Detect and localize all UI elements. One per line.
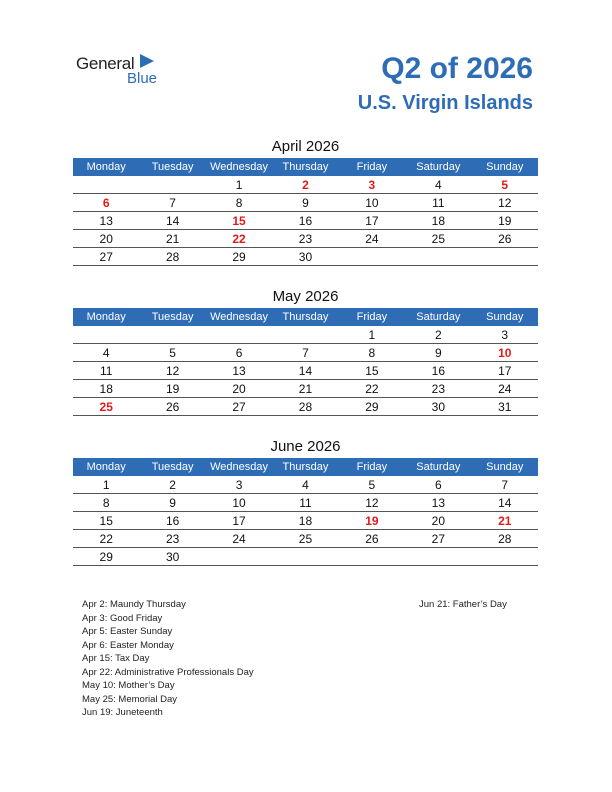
weekday-header: Friday — [339, 458, 405, 476]
day-cell: 4 — [73, 344, 139, 362]
holiday-notes-right — [419, 598, 507, 612]
week-row — [73, 230, 538, 248]
holiday-note: Apr 22: Administrative Professionals Day — [82, 666, 254, 678]
day-cell: 27 — [73, 248, 139, 266]
empty-day-cell — [139, 176, 205, 194]
weekday-header: Saturday — [405, 308, 471, 326]
day-cell: 15 — [206, 212, 272, 230]
week-row — [73, 212, 538, 230]
day-cell: 24 — [472, 380, 538, 398]
month-title: May 2026 — [272, 288, 339, 305]
day-cell: 28 — [472, 530, 538, 548]
holiday-note: Apr 3: Good Friday — [82, 612, 163, 624]
day-cell: 16 — [139, 512, 205, 530]
day-cell: 4 — [405, 176, 471, 194]
day-cell: 30 — [139, 548, 205, 566]
day-cell: 19 — [472, 212, 538, 230]
day-cell: 21 — [472, 512, 538, 530]
weekday-header: Saturday — [405, 158, 471, 176]
empty-day-cell — [339, 548, 405, 566]
calendar-grid — [73, 308, 538, 416]
day-cell: 25 — [272, 530, 338, 548]
day-cell: 17 — [339, 212, 405, 230]
day-cell: 14 — [472, 494, 538, 512]
empty-day-cell — [405, 248, 471, 266]
calendar-grid — [73, 158, 538, 266]
day-cell: 2 — [272, 176, 338, 194]
day-cell: 30 — [272, 248, 338, 266]
day-cell: 29 — [339, 398, 405, 416]
weekday-header: Tuesday — [139, 458, 205, 476]
day-cell: 17 — [206, 512, 272, 530]
month-title: April 2026 — [271, 138, 340, 155]
page-subtitle: U.S. Virgin Islands — [357, 92, 533, 114]
month-title: June 2026 — [270, 438, 341, 455]
day-cell: 13 — [405, 494, 471, 512]
day-cell: 2 — [405, 326, 471, 344]
month-june — [73, 436, 538, 566]
weekday-header: Sunday — [472, 458, 538, 476]
day-cell: 26 — [339, 530, 405, 548]
holiday-note: Jun 19: Juneteenth — [82, 707, 163, 718]
day-cell: 28 — [272, 398, 338, 416]
day-cell: 9 — [405, 344, 471, 362]
day-cell: 13 — [73, 212, 139, 230]
day-cell: 6 — [405, 476, 471, 494]
day-cell: 9 — [139, 494, 205, 512]
empty-day-cell — [73, 326, 139, 344]
week-row — [73, 512, 538, 530]
day-cell: 17 — [472, 362, 538, 380]
day-cell: 29 — [206, 248, 272, 266]
month-april — [73, 136, 538, 266]
week-row — [73, 548, 538, 566]
week-row — [73, 344, 538, 362]
day-cell: 9 — [272, 194, 338, 212]
day-cell: 22 — [73, 530, 139, 548]
day-cell: 4 — [272, 476, 338, 494]
day-cell: 21 — [272, 380, 338, 398]
empty-day-cell — [139, 326, 205, 344]
empty-day-cell — [405, 548, 471, 566]
week-row — [73, 398, 538, 416]
logo-word-general: General — [76, 54, 135, 73]
day-cell: 23 — [405, 380, 471, 398]
week-row — [73, 362, 538, 380]
day-cell: 20 — [405, 512, 471, 530]
day-cell: 24 — [206, 530, 272, 548]
day-cell: 6 — [73, 194, 139, 212]
day-cell: 1 — [206, 176, 272, 194]
week-row — [73, 194, 538, 212]
day-cell: 14 — [139, 212, 205, 230]
holiday-notes-left — [82, 598, 254, 720]
weekday-header: Saturday — [405, 458, 471, 476]
day-cell: 20 — [73, 230, 139, 248]
day-cell: 12 — [472, 194, 538, 212]
weekday-header: Monday — [73, 158, 139, 176]
day-cell: 2 — [139, 476, 205, 494]
calendar-grid — [73, 458, 538, 566]
day-cell: 22 — [206, 230, 272, 248]
day-cell: 31 — [472, 398, 538, 416]
day-cell: 3 — [339, 176, 405, 194]
day-cell: 23 — [272, 230, 338, 248]
day-cell: 8 — [339, 344, 405, 362]
weekday-header: Wednesday — [206, 308, 272, 326]
day-cell: 3 — [472, 326, 538, 344]
holiday-note: Apr 2: Maundy Thursday — [82, 599, 186, 610]
week-row — [73, 248, 538, 266]
weekday-header: Sunday — [472, 158, 538, 176]
weekday-header: Monday — [73, 308, 139, 326]
day-cell: 28 — [139, 248, 205, 266]
empty-day-cell — [472, 548, 538, 566]
empty-day-cell — [472, 248, 538, 266]
weekday-header: Thursday — [272, 458, 338, 476]
day-cell: 8 — [73, 494, 139, 512]
weekday-header-row — [73, 308, 538, 326]
month-may — [73, 286, 538, 416]
logo-word-blue: Blue — [127, 70, 158, 87]
logo-flag-icon — [140, 54, 156, 70]
empty-day-cell — [206, 548, 272, 566]
weekday-header: Tuesday — [139, 158, 205, 176]
day-cell: 1 — [73, 476, 139, 494]
weekday-header-row — [73, 458, 538, 476]
day-cell: 6 — [206, 344, 272, 362]
day-cell: 19 — [339, 512, 405, 530]
day-cell: 8 — [206, 194, 272, 212]
day-cell: 1 — [339, 326, 405, 344]
day-cell: 16 — [272, 212, 338, 230]
weekday-header: Friday — [339, 158, 405, 176]
holiday-note: May 25: Memorial Day — [82, 693, 178, 705]
holiday-note: Jun 21: Father’s Day — [419, 599, 507, 610]
day-cell: 5 — [472, 176, 538, 194]
day-cell: 10 — [472, 344, 538, 362]
day-cell: 22 — [339, 380, 405, 398]
page-title: Q2 of 2026 — [381, 52, 533, 85]
day-cell: 26 — [139, 398, 205, 416]
week-row — [73, 380, 538, 398]
day-cell: 11 — [405, 194, 471, 212]
day-cell: 19 — [139, 380, 205, 398]
day-cell: 18 — [405, 212, 471, 230]
day-cell: 12 — [139, 362, 205, 380]
empty-day-cell — [272, 548, 338, 566]
day-cell: 21 — [139, 230, 205, 248]
day-cell: 25 — [405, 230, 471, 248]
day-cell: 26 — [472, 230, 538, 248]
day-cell: 12 — [339, 494, 405, 512]
day-cell: 18 — [73, 380, 139, 398]
week-row — [73, 530, 538, 548]
weekday-header: Sunday — [472, 308, 538, 326]
empty-day-cell — [73, 176, 139, 194]
weekday-header: Thursday — [272, 158, 338, 176]
day-cell: 16 — [405, 362, 471, 380]
week-row — [73, 476, 538, 494]
day-cell: 30 — [405, 398, 471, 416]
holiday-note: May 10: Mother’s Day — [82, 680, 175, 691]
day-cell: 10 — [339, 194, 405, 212]
weekday-header: Wednesday — [206, 458, 272, 476]
holiday-note: Apr 15: Tax Day — [82, 653, 150, 664]
day-cell: 11 — [272, 494, 338, 512]
empty-day-cell — [206, 326, 272, 344]
day-cell: 11 — [73, 362, 139, 380]
week-row — [73, 326, 538, 344]
day-cell: 23 — [139, 530, 205, 548]
day-cell: 10 — [206, 494, 272, 512]
empty-day-cell — [339, 248, 405, 266]
empty-day-cell — [272, 326, 338, 344]
week-row — [73, 494, 538, 512]
day-cell: 13 — [206, 362, 272, 380]
day-cell: 15 — [73, 512, 139, 530]
weekday-header-row — [73, 158, 538, 176]
day-cell: 29 — [73, 548, 139, 566]
day-cell: 7 — [139, 194, 205, 212]
day-cell: 7 — [272, 344, 338, 362]
weekday-header: Thursday — [272, 308, 338, 326]
day-cell: 20 — [206, 380, 272, 398]
day-cell: 5 — [339, 476, 405, 494]
day-cell: 27 — [206, 398, 272, 416]
day-cell: 15 — [339, 362, 405, 380]
holiday-note: Apr 5: Easter Sunday — [82, 626, 173, 637]
day-cell: 18 — [272, 512, 338, 530]
day-cell: 7 — [472, 476, 538, 494]
holiday-note: Apr 6: Easter Monday — [82, 639, 174, 651]
day-cell: 3 — [206, 476, 272, 494]
weekday-header: Tuesday — [139, 308, 205, 326]
day-cell: 27 — [405, 530, 471, 548]
weekday-header: Wednesday — [206, 158, 272, 176]
weekday-header: Monday — [73, 458, 139, 476]
weekday-header: Friday — [339, 308, 405, 326]
week-row — [73, 176, 538, 194]
day-cell: 24 — [339, 230, 405, 248]
day-cell: 14 — [272, 362, 338, 380]
day-cell: 5 — [139, 344, 205, 362]
day-cell: 25 — [73, 398, 139, 416]
generalblue-logo — [76, 52, 176, 92]
